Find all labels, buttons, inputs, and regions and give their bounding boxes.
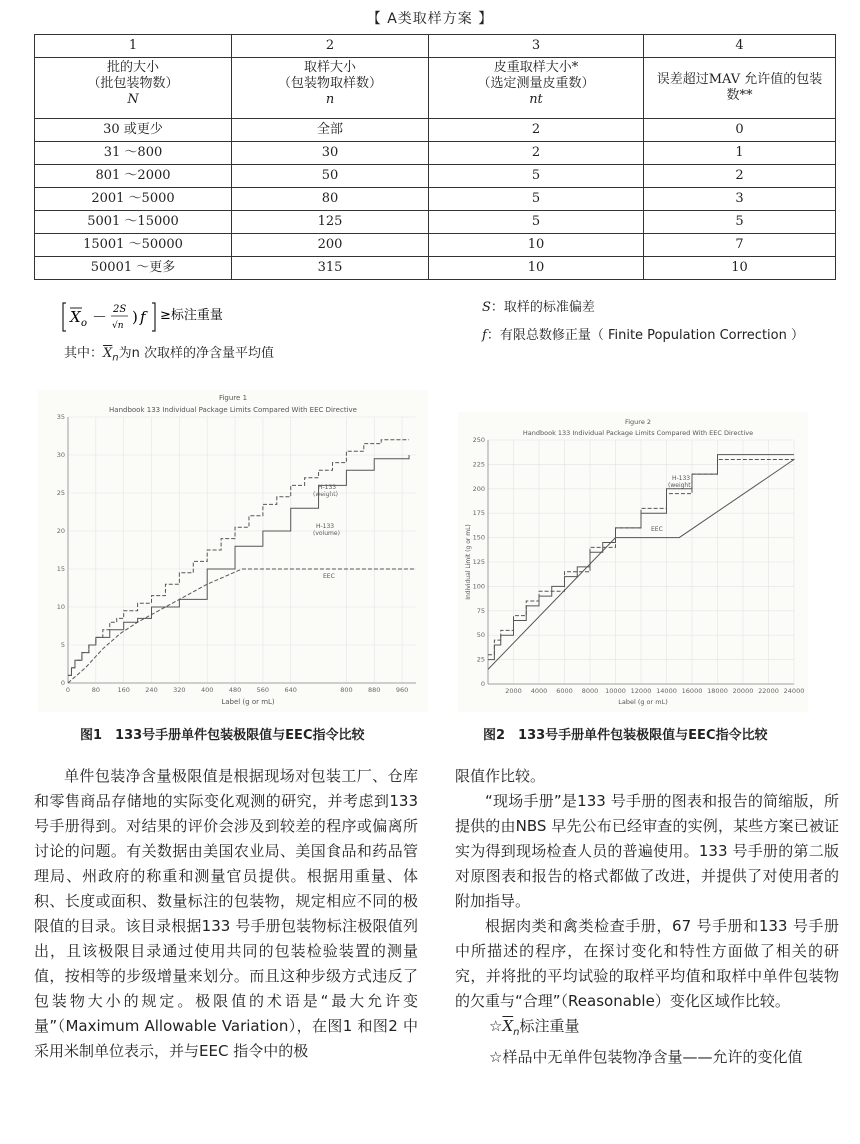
fig2-label-h133: H-133: [672, 475, 691, 482]
header-line2: （批包装物数）: [87, 76, 179, 91]
x-tick-label: 480: [228, 686, 242, 694]
table-cell: 5: [429, 188, 644, 211]
x-tick-label: 160: [117, 686, 130, 694]
y-tick-label: 50: [476, 631, 485, 640]
table-title: 【 A类取样方案 】: [366, 11, 494, 27]
fig2-label-eec: EEC: [651, 526, 663, 533]
header-line1: 批的大小: [106, 60, 159, 75]
x-tick-label: 6000: [556, 687, 573, 695]
figure1-label: Figure 1: [218, 394, 248, 402]
y-tick-label: 10: [56, 603, 65, 611]
header-symbol: nt: [529, 92, 543, 107]
table-row: [35, 257, 836, 280]
header-line1: 误差超过MAV 允许值的包装: [656, 72, 823, 87]
formula-f: f: [140, 308, 146, 326]
x-tick-label: 320: [173, 686, 186, 694]
header-sample-size: [232, 58, 429, 119]
x-tick-label: 4000: [530, 687, 548, 695]
table-cell: 7: [644, 234, 836, 257]
x-tick-label: 24000: [783, 687, 805, 695]
y-tick-label: 175: [472, 509, 485, 518]
figure2-xlabel: Label (g or mL): [618, 698, 668, 706]
y-tick-label: 5: [60, 641, 65, 649]
note-prefix: 其中：: [64, 346, 104, 361]
table-cell: 2001 ～5000: [35, 188, 232, 211]
table-row: [35, 165, 836, 188]
table-row: [35, 211, 836, 234]
x-tick-label: 560: [256, 686, 270, 694]
x-tick-label: 80: [91, 686, 100, 694]
x-tick-label: 20000: [732, 687, 754, 695]
col-number: 4: [644, 35, 836, 58]
header-lot-size: [35, 58, 232, 119]
table-cell: 30: [232, 142, 429, 165]
y-tick-label: 25: [56, 489, 65, 497]
y-tick-label: 15: [56, 565, 65, 573]
table-cell: 125: [232, 211, 429, 234]
x-tick-label: 8000: [581, 687, 599, 695]
figure1-title: Handbook 133 Individual Package Limits Compared With EEC Directive: [109, 406, 357, 414]
y-tick-label: 75: [476, 606, 485, 615]
y-tick-label: 0: [480, 680, 485, 688]
formula-note: [64, 342, 274, 364]
x-tick-label: 400: [200, 686, 214, 694]
y-tick-label: 25: [476, 655, 485, 664]
figure2-chart: [458, 412, 808, 712]
header-line2: 数**: [726, 88, 753, 103]
formula-xbar: X: [70, 308, 81, 326]
table-row: [35, 234, 836, 257]
table-cell: 5: [429, 211, 644, 234]
figure1-xlabel: Label (g or mL): [221, 698, 275, 706]
table-cell: 5001 ～15000: [35, 211, 232, 234]
table-cell: 5: [644, 211, 836, 234]
table-row: [35, 119, 836, 142]
table-cell: 315: [232, 257, 429, 280]
table-body: [35, 119, 836, 280]
table-row: [35, 188, 836, 211]
right-paragraph-1: “现场手册”是133 号手册的图表和报告的简缩版，所提供的由NBS 早先公布已经审查的实例，某些方案已被证实为得到现场检查人员的普遍使用。133 号手册的第二版对原图表和报告的格式都做了改进，并提供了对使用者的附加指导。: [455, 792, 839, 910]
y-tick-label: 225: [472, 460, 485, 469]
star-line-1: [455, 1014, 839, 1045]
header-tare-sample: [429, 58, 644, 119]
table-row: [35, 142, 836, 165]
header-line1: 取样大小: [303, 60, 356, 75]
x-tick-label: 640: [284, 686, 297, 694]
figure1-chart: [38, 390, 428, 712]
fig1-label-volume2: (volume): [313, 530, 340, 537]
table-cell: 1: [644, 142, 836, 165]
formula-minus: －: [92, 308, 108, 326]
formula-frac-den: √n: [112, 321, 124, 331]
f-text: ：有限总数修正量（ Finite Population Correction ）: [486, 328, 804, 343]
x-tick-label: 240: [145, 686, 158, 694]
table-header-row: [35, 58, 836, 119]
fig1-label-weight2: (weight): [313, 491, 338, 498]
figure2-ylabel: Individual Limit (g or mL): [465, 524, 472, 600]
table-cell: 50001 ～更多: [35, 257, 232, 280]
left-column: [34, 764, 418, 1064]
fig1-label-weight: H-133: [318, 484, 337, 491]
header-line2: （选定测量皮重数）: [477, 76, 595, 91]
star-icon: ☆: [489, 1017, 503, 1035]
f-definition: [482, 324, 804, 343]
star1-xbar: $\overline{X}$: [502, 1017, 514, 1035]
table-cell: 2: [644, 165, 836, 188]
table-cell: 2: [429, 119, 644, 142]
figure2-label: Figure 2: [624, 418, 652, 426]
header-symbol: n: [325, 92, 335, 107]
note-xbar: $\overline{X}$: [103, 346, 113, 361]
table-cell: 2: [429, 142, 644, 165]
y-tick-label: 100: [472, 582, 485, 591]
fig1-label-eec: EEC: [323, 573, 335, 580]
table-cell: 31 ～800: [35, 142, 232, 165]
table-cell: 10: [644, 257, 836, 280]
formula-sub-o: o: [81, 318, 88, 329]
col-number: 2: [232, 35, 429, 58]
header-line2: （包装物取样数）: [277, 76, 382, 91]
y-tick-label: 0: [60, 679, 65, 687]
right-column: [455, 764, 839, 1070]
table-cell: 801 ～2000: [35, 165, 232, 188]
note-text: 为n 次取样的净含量平均值: [118, 346, 274, 361]
fig2-label-h133b: (weight): [668, 482, 693, 489]
y-tick-label: 30: [56, 451, 65, 459]
y-tick-label: 150: [472, 533, 485, 542]
formula-rhs: ≥标注重量: [160, 308, 223, 323]
table-cell: 80: [232, 188, 429, 211]
table-cell: 5: [429, 165, 644, 188]
note-sub: n: [112, 352, 119, 364]
header-line1: 皮重取样大小*: [493, 60, 579, 75]
x-tick-label: 18000: [707, 687, 728, 695]
header-mav-count: [644, 58, 836, 119]
figure2-title: Handbook 133 Individual Package Limits Compared With EEC Directive: [522, 429, 754, 437]
y-tick-label: 20: [56, 527, 65, 535]
fig1-label-volume: H-133: [316, 523, 335, 530]
svg-text:): ): [132, 308, 138, 326]
formula-svg: [62, 300, 322, 334]
x-tick-label: 0: [65, 686, 71, 694]
x-tick-label: 22000: [758, 687, 779, 695]
figure1-caption: 图1 133号手册单件包装极限值与EEC指令比较: [80, 728, 365, 743]
table-cell: 3: [644, 188, 836, 211]
table-cell: 全部: [232, 119, 429, 142]
sampling-plan-table: [34, 34, 836, 280]
x-tick-label: 2000: [505, 687, 522, 695]
x-tick-label: 14000: [656, 687, 677, 695]
y-tick-label: 200: [472, 484, 485, 493]
formula: [62, 300, 322, 334]
x-tick-label: 800: [340, 686, 353, 694]
formula-frac-num: 2S: [113, 304, 127, 315]
x-tick-label: 10000: [605, 687, 626, 695]
table-col-number-row: [35, 35, 836, 58]
col-number: 1: [35, 35, 232, 58]
right-paragraph-0: 限值作比较。: [455, 767, 546, 785]
y-tick-label: 125: [472, 558, 485, 566]
header-symbol: N: [127, 92, 139, 107]
table-cell: 50: [232, 165, 429, 188]
s-symbol: S: [482, 300, 491, 315]
x-tick-label: 960: [395, 686, 409, 694]
table-cell: 10: [429, 257, 644, 280]
table-cell: 0: [644, 119, 836, 142]
star1-sub: n: [513, 1027, 520, 1038]
x-tick-label: 12000: [630, 687, 652, 695]
col-number: 3: [429, 35, 644, 58]
table-cell: 15001 ～50000: [35, 234, 232, 257]
f-symbol: f: [482, 328, 487, 343]
star-line-2: ☆样品中无单件包装物净含量——允许的变化值: [489, 1048, 803, 1066]
star1-text: 标注重量: [519, 1017, 580, 1035]
x-tick-label: 16000: [681, 687, 703, 695]
s-text: ：取样的标准偏差: [490, 300, 595, 315]
s-definition: [482, 296, 595, 315]
x-tick-label: 880: [368, 686, 381, 694]
y-tick-label: 35: [56, 413, 65, 421]
figure2-caption: 图2 133号手册单件包装极限值与EEC指令比较: [483, 728, 768, 743]
table-cell: 30 或更少: [35, 119, 232, 142]
table-cell: 10: [429, 234, 644, 257]
left-paragraph: 单件包装净含量极限值是根据现场对包装工厂、仓库和零售商品存储地的实际变化观测的研究，并考虑到133 号手册得到。对结果的评价会涉及到较差的程序或偏离所讨论的问题。有关数据由美国农业局、美国食品和药品管理局、州政府的称重和测量官员提供。根据用重量、体积、长度或面积、数量标注的包装物，规定相应不同的极限值的目录。该目录根据133 号手册包装物标注极限值列出，且该极限目录通过使用共同的包装检验装置的测量值，按相等的步级增量来划分。而且这种步级方式违反了包装物大小的规定。极限值的术语是“最大允许变量”（Maximum Allowable Variation），在图1 和图2 中采用米制单位表示，并与EEC 指令中的极: [34, 767, 418, 1060]
y-tick-label: 250: [472, 436, 485, 444]
right-paragraph-2: 根据肉类和禽类检查手册，67 号手册和133 号手册中所描述的程序，在探讨变化和特性方面做了相关的研究，并将批的平均试验的取样平均值和取样中单件包装物的欠重与“合理”（Reasonable）变化区域作比较。: [455, 917, 839, 1010]
table-cell: 200: [232, 234, 429, 257]
